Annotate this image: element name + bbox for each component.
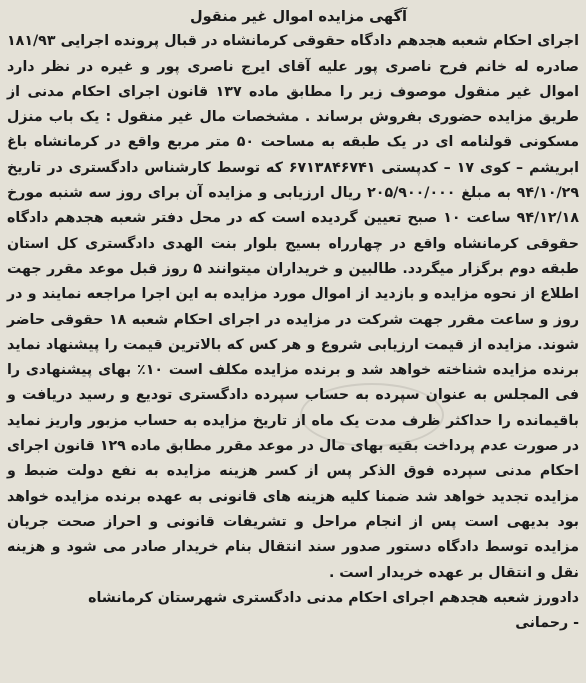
notice-signature-name: - رحمانی — [515, 615, 579, 632]
notice-body: اجرای احکام شعبه هجدهم دادگاه حقوقی کرمانشاه در قبال پرونده اجرایی ۱۸۱/۹۳ صادره له خانم فرح ناصری پور علیه آقای ایرج ناصری پور و غیره در نظر دارد اموال غیر منقول موصوف زیر را مطابق ماده ۱۳۷ قانون اجرای احکام مدنی از طریق مزایده حضوری بفروش برساند . مشخصات مال غیر منقول : یک باب منزل مسکونی قولنامه ای در یک طبقه به مساحت ۵۰ متر مربع واقع در کرمانشاه باغ ابریشم – کوی ۱۷ – کدپستی ۶۷۱۳۸۴۶۷۴۱ که توسط کارشناس دادگستری در تاریخ ۹۴/۱۰/۲۹ به مبلغ ۲۰۵/۹۰۰/۰۰۰ ریال ارزیابی و مزایده آن برای روز سه شنبه مورخ ۹۴/۱۲/۱۸ ساعت ۱۰ صبح تعیین گردیده است که در محل دفتر شعبه هجدهم دادگاه حقوقی کرمانشاه واقع در چهارراه بسیج بلوار بنت الهدی دادگستری کل استان طبقه دوم برگزار میگردد. طالبین و خریداران میتوانند ۵ روز قبل موعد مقرر جهت اطلاع از نحوه مزایده و بازدید از اموال مورد مزایده به این اجرا مراجعه نمایند و در روز و ساعت مقرر جهت شرکت در مزایده در اجرای احکام شعبه ۱۸ حقوقی حاضر شوند. مزایده از قیمت ارزیابی شروع و هر کس که بالاترین قیمت را پیشنهاد نماید برنده مزایده شناخته خواهد شد و برنده مزایده مکلف است ۱۰٪ بهای پیشنهادی را فی المجلس به عنوان سپرده به حساب سپرده دادگستری تودیع و رسید دریافت و باقیمانده را حداکثر ظرف مدت یک ماه از تاریخ مزایده به حساب مزبور واریز نماید در صورت عدم پرداخت بقیه بهای مال در موعد مقرر مطابق ماده ۱۲۹ قانون اجرای احکام مدنی سپرده فوق الذکر پس از کسر هزینه مزایده به نفع دولت ضبط و مزایده تجدید خواهد شد ضمنا کلیه هزینه های قانونی به عهده برنده مزایده خواهد بود بدیهی است پس از انجام مراحل و تشریفات قانونی و احراز صحت جریان مزایده توسط دادگاه دستور صدور سند انتقال بنام خریدار صادر می شود و هزینه نقل و انتقال بر عهده خریدار است . — [7, 33, 580, 581]
notice-title: آگهی مزایده اموال غیر منقول — [189, 8, 407, 25]
notice-signature-office: دادورز شعبه هجدهم اجرای احکام مدنی دادگستری شهرستان کرمانشاه — [88, 589, 579, 606]
auction-notice — [7, 4, 579, 680]
